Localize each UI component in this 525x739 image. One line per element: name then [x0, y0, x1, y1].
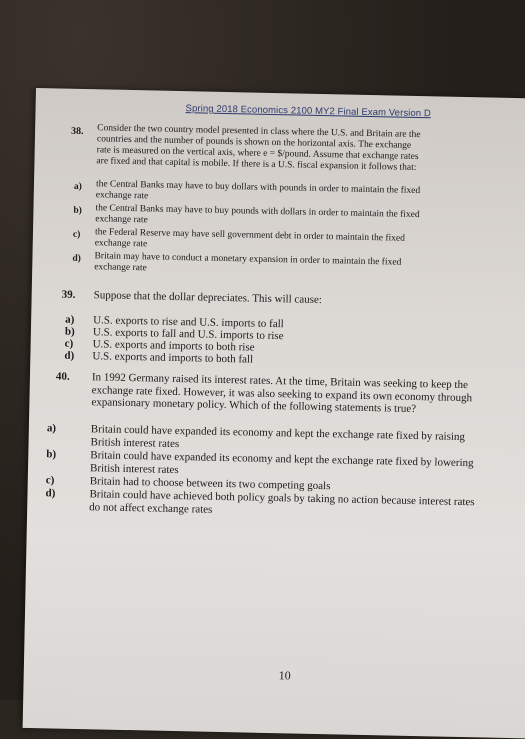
question-stem: In 1992 Germany raised its interest rates. At the time, Britain was seeking to keep the exchange rate fixed. However, it was also seeking to expand its own economy through expansionary monetary policy. Which of the following statements is true? — [91, 371, 473, 416]
option-text: the Central Banks may have to buy dollars with pounds in order to maintain the fixed exchange rate — [95, 179, 421, 202]
option-letter: d) — [64, 349, 75, 362]
option-letter: b) — [64, 325, 75, 338]
option-letter: d) — [72, 253, 81, 264]
option-letter: b) — [46, 448, 57, 461]
option-text: Britain could have expanded its economy and kept the exchange rate fixed by raising British interest rates — [90, 423, 466, 450]
option-text: U.S. exports and imports to both rise — [92, 338, 255, 354]
option-letter: c) — [64, 337, 74, 350]
option-letter: c) — [45, 474, 55, 487]
option-text: Britain could have achieved both policy goals by taking no action because interest rates do not affect exchange rates — [89, 488, 475, 516]
exam-header: Spring 2018 Economics 2100 MY2 Final Exam Version D — [185, 103, 432, 120]
option-letter: c) — [72, 229, 81, 240]
option-text: the Federal Reserve may have sell government debt in order to maintain the fixed exchange rate — [94, 227, 405, 250]
option-text: U.S. exports to rise and U.S. imports to fall — [93, 314, 284, 331]
option-letter: a) — [46, 422, 57, 435]
option-letter: b) — [73, 205, 82, 216]
option-text: Britain may have to conduct a monetary expansion in order to maintain the fixed exchange rate — [94, 251, 402, 274]
question-stem: Suppose that the dollar depreciates. This will cause: — [93, 289, 323, 307]
option-letter: a) — [73, 181, 82, 192]
page-number: 10 — [278, 668, 291, 683]
option-text: U.S. exports to fall and U.S. imports to rise — [92, 326, 284, 343]
option-text: Britain had to choose between its two competing goals — [89, 475, 331, 493]
question-number: 39. — [61, 288, 76, 301]
option-letter: a) — [65, 313, 75, 326]
question-stem: Consider the two country model presented in class where the U.S. and Britain are the countries and the number of pounds is shown on the horizontal axis. The exchange rate is measured on the vertical axis, where e = $/pound. Assume that exchange rates are fixed and that capital is mobile. If there is a U.S. fiscal expansion it follows that: — [96, 123, 421, 173]
option-text: the Central Banks may have to buy pounds with dollars in order to maintain the fixed exchange rate — [95, 203, 420, 226]
question-number: 40. — [55, 370, 70, 383]
option-text: Britain could have expanded its economy and kept the exchange rate fixed by lowering British interest rates — [89, 449, 474, 476]
question-number: 38. — [70, 125, 84, 138]
exam-page — [23, 88, 525, 739]
option-letter: d) — [45, 487, 56, 500]
option-text: U.S. exports and imports to both fall — [92, 350, 254, 366]
